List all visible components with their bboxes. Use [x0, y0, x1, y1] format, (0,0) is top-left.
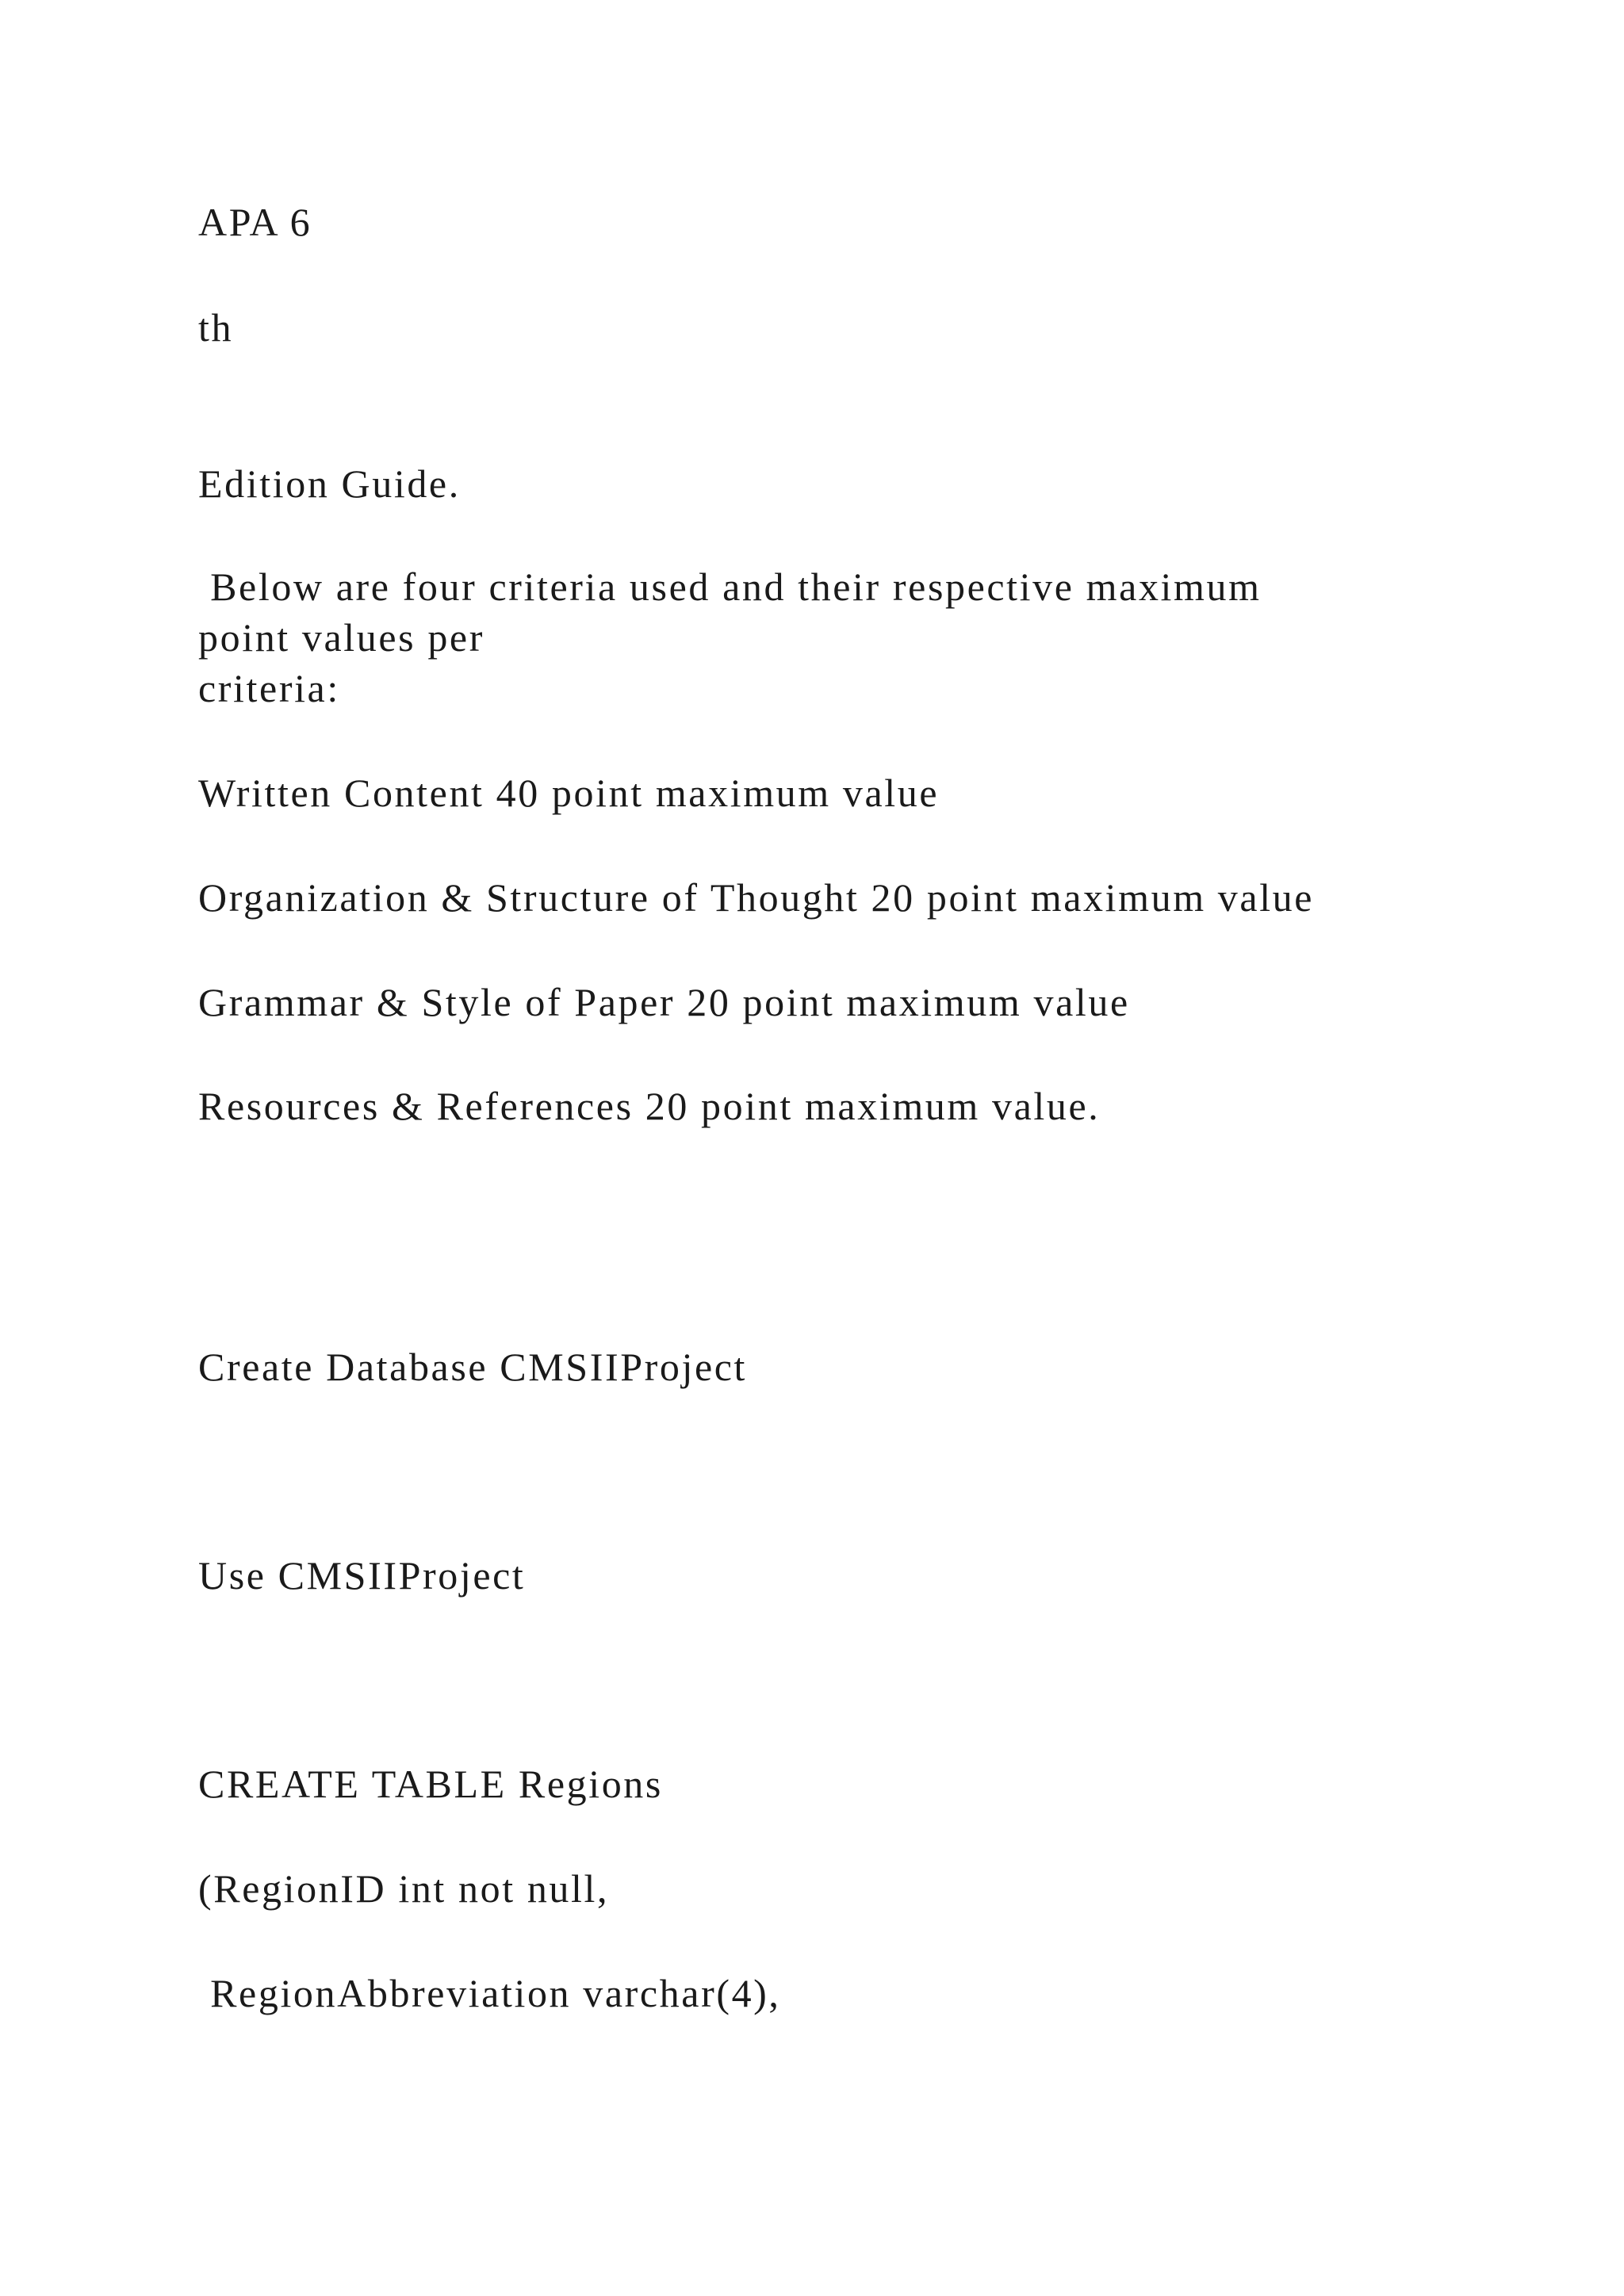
edition-guide-label: Edition Guide.	[198, 461, 461, 506]
sql-column-region-id: (RegionID int not null,	[198, 1866, 610, 1911]
sql-create-database: Create Database CMSIIProject	[198, 1345, 748, 1389]
criteria-intro-line-1: Below are four criteria used and their respective maximum	[198, 564, 1262, 609]
apa-label: APA 6	[198, 200, 312, 244]
criteria-intro-line-3: criteria:	[198, 666, 340, 710]
criterion-written-content: Written Content 40 point maximum value	[198, 771, 940, 815]
criteria-intro-line-2: point values per	[198, 615, 485, 660]
sql-column-region-abbreviation: RegionAbbreviation varchar(4),	[198, 1971, 781, 2015]
criterion-resources: Resources & References 20 point maximum value.	[198, 1084, 1101, 1128]
superscript-th: th	[198, 305, 234, 350]
sql-create-table: CREATE TABLE Regions	[198, 1762, 663, 1806]
criterion-grammar: Grammar & Style of Paper 20 point maximum value	[198, 980, 1130, 1024]
sql-use-database: Use CMSIIProject	[198, 1553, 526, 1598]
criterion-organization: Organization & Structure of Thought 20 point maximum value	[198, 875, 1315, 920]
criteria-intro	[198, 561, 1262, 714]
